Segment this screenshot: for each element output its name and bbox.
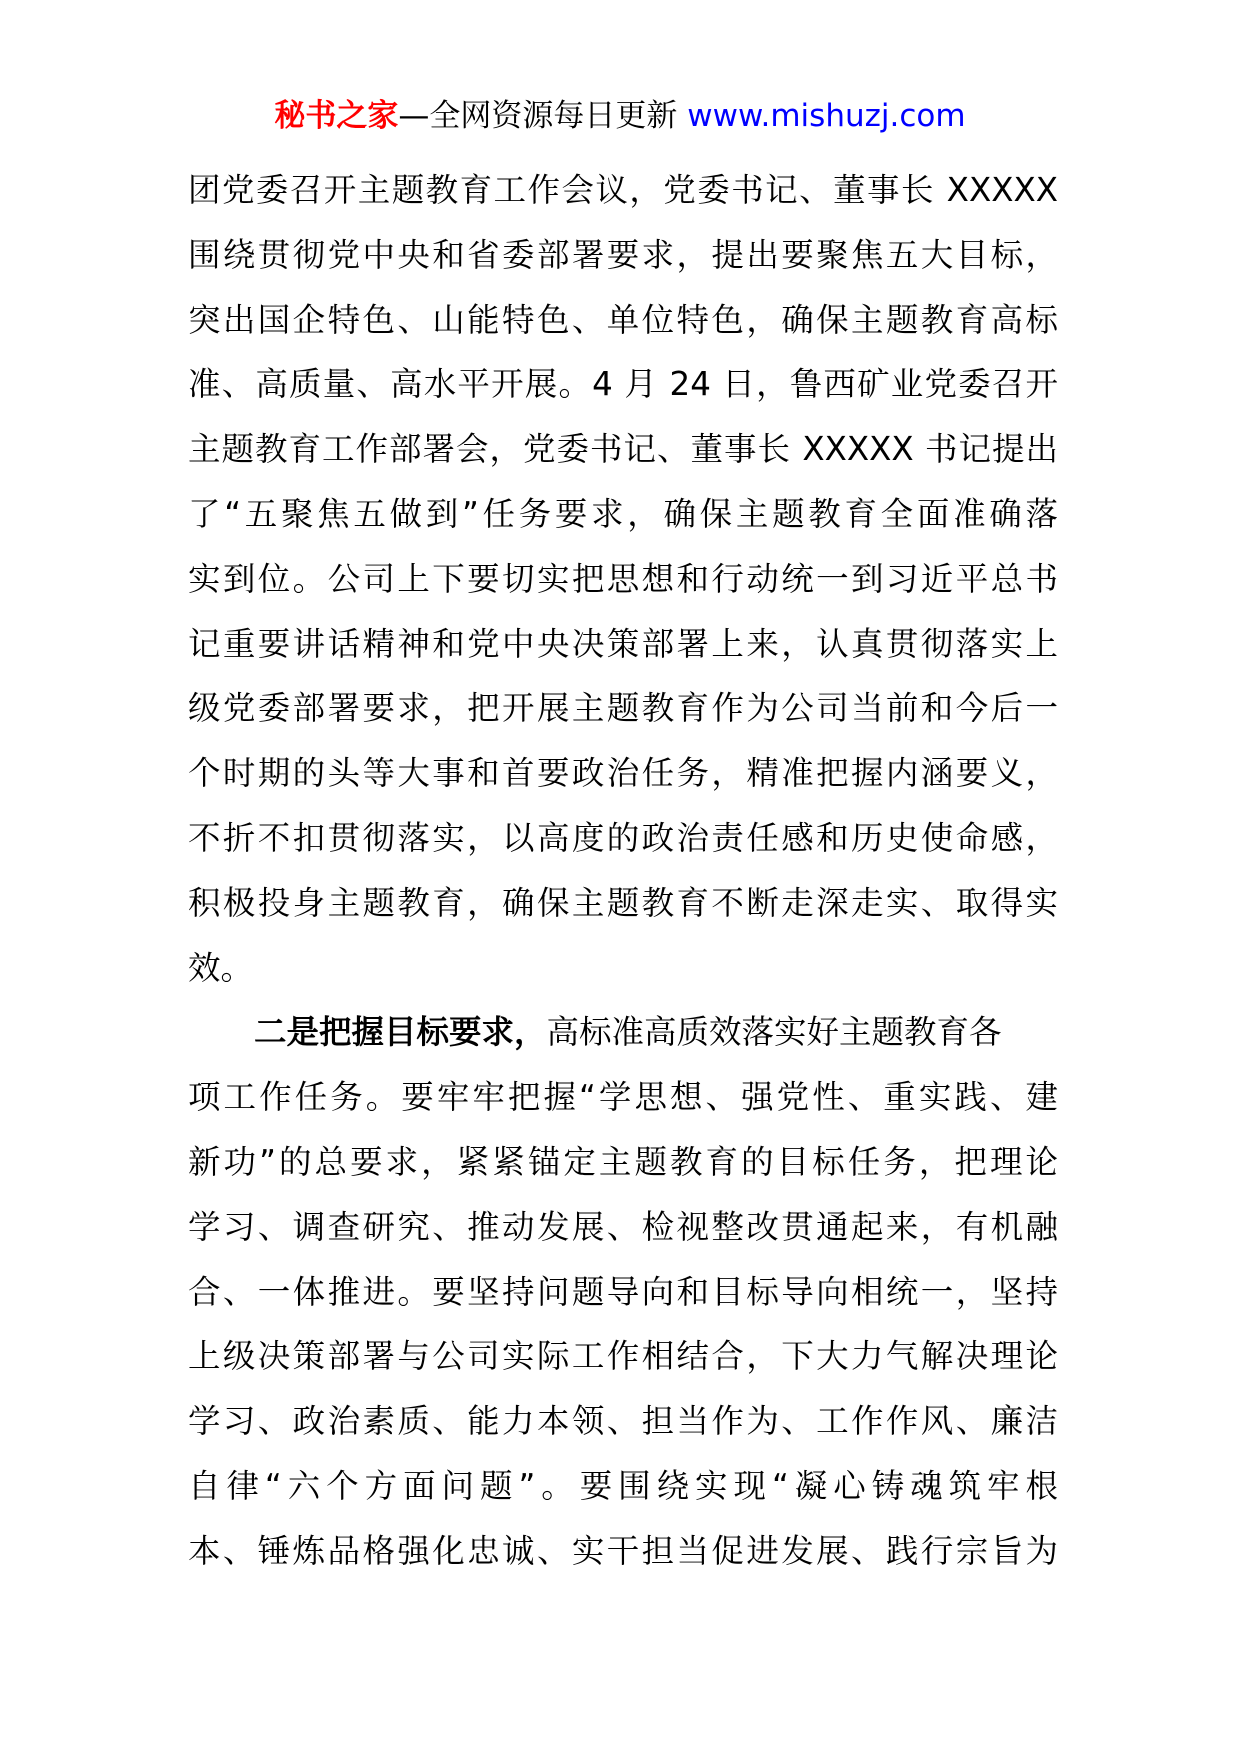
text-line: 新功”的总要求，紧紧锚定主题教育的目标任务，把理论 xyxy=(188,1142,1058,1181)
text-line: 不折不扣贯彻落实，以高度的政治责任感和历史使命感， xyxy=(188,818,1058,857)
text-line: 学习、调查研究、推动发展、检视整改贯通起来，有机融 xyxy=(188,1207,1058,1246)
site-url-link[interactable]: www.mishuzj.com xyxy=(687,98,966,134)
paragraph-2-first-line-rest: 高标准高质效落实好主题教育各 xyxy=(546,1013,1002,1052)
text-line: 个时期的头等大事和首要政治任务，精准把握内涵要义， xyxy=(188,754,1058,793)
text-line: 主题教育工作部署会，党委书记、董事长 XXXXX 书记提出 xyxy=(188,430,1058,469)
brand-name: 秘书之家 xyxy=(274,98,399,134)
paragraph-2-heading: 二是把握目标要求， xyxy=(254,1013,547,1052)
text-line: 合、一体推进。要坚持问题导向和目标导向相统一，坚持 xyxy=(188,1272,1058,1311)
text-line: 本、锤炼品格强化忠诚、实干担当促进发展、践行宗旨为 xyxy=(188,1531,1058,1570)
text-line: 准、高质量、高水平开展。4 月 24 日，鲁西矿业党委召开 xyxy=(188,365,1058,404)
text-line: 上级决策部署与公司实际工作相结合，下大力气解决理论 xyxy=(188,1337,1058,1376)
text-line: 积极投身主题教育，确保主题教育不断走深走实、取得实 xyxy=(188,883,1058,922)
paragraph-2-first-line xyxy=(188,1000,1058,1065)
text-line: 记重要讲话精神和党中央决策部署上来，认真贯彻落实上 xyxy=(188,624,1058,663)
text-line: 实到位。公司上下要切实把思想和行动统一到习近平总书 xyxy=(188,559,1058,598)
text-line: 项工作任务。要牢牢把握“学思想、强党性、重实践、建 xyxy=(188,1078,1058,1117)
text-line: 自律“六个方面问题”。要围绕实现“凝心铸魂筑牢根 xyxy=(188,1466,1058,1505)
text-line: 效。 xyxy=(188,948,254,987)
header-tagline: —全网资源每日更新 xyxy=(398,98,678,134)
site-header xyxy=(0,96,1240,136)
text-line: 级党委部署要求，把开展主题教育作为公司当前和今后一 xyxy=(188,689,1058,728)
text-line: 突出国企特色、山能特色、单位特色，确保主题教育高标 xyxy=(188,300,1058,339)
text-line: 围绕贯彻党中央和省委部署要求，提出要聚焦五大目标， xyxy=(188,235,1058,274)
document-body xyxy=(188,158,1058,1584)
text-line: 学习、政治素质、能力本领、担当作为、工作作风、廉洁 xyxy=(188,1402,1058,1441)
text-line: 了“五聚焦五做到”任务要求，确保主题教育全面准确落 xyxy=(188,494,1058,533)
text-line: 团党委召开主题教育工作会议，党委书记、董事长 XXXXX xyxy=(188,171,1058,209)
